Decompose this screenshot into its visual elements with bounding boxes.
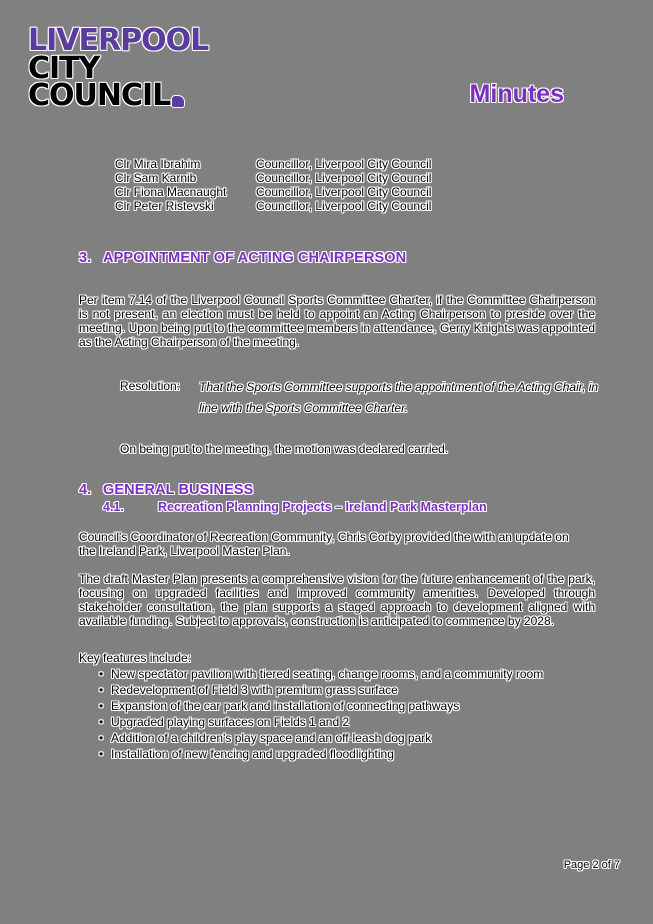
- section-3-heading: [79, 250, 406, 266]
- section-number: 4.: [79, 482, 92, 498]
- motion-outcome: On being put to the meeting, the motion was declared carried.: [120, 442, 449, 456]
- logo-speech-mark-icon: [172, 96, 184, 107]
- features-list: [98, 666, 543, 762]
- attendee-row: [115, 157, 431, 171]
- resolution-block: [120, 379, 599, 419]
- bullet-icon: •: [99, 731, 104, 745]
- list-item: [98, 682, 543, 698]
- page-number: Page 2 of 7: [563, 859, 620, 871]
- logo-line-city: CITY: [28, 51, 100, 86]
- attendee-role: Councillor, Liverpool City Council: [256, 185, 432, 199]
- features-label: Key features include:: [79, 651, 192, 665]
- section-4-heading: [79, 482, 253, 498]
- attendee-name: Clr Mira Ibrahim: [115, 157, 201, 171]
- feature-text: New spectator pavilion with tiered seating, change rooms, and a community room: [111, 667, 544, 681]
- section-4-intro: Council's Coordinator of Recreation Community, Chris Corby provided the with an update on the Ireland Park, Liverpool Master Plan.: [79, 530, 569, 558]
- logo-line-liverpool: LIVERPOOL: [28, 23, 209, 58]
- list-item: [98, 730, 543, 746]
- council-logo: [28, 23, 209, 113]
- attendee-name: Clr Sam Karnib: [115, 171, 197, 185]
- list-item: [98, 666, 543, 682]
- logo-line-council: [28, 78, 208, 113]
- resolution-text: That the Sports Committee supports the appointment of the Acting Chair, in line with the Sports Committee Charter.: [199, 380, 599, 415]
- attendee-row: [115, 185, 431, 199]
- bullet-icon: •: [99, 747, 104, 761]
- feature-text: Upgraded playing surfaces on Fields 1 and 2: [111, 715, 350, 729]
- attendee-name: Clr Peter Ristevski: [115, 199, 214, 213]
- list-item: [98, 746, 543, 762]
- logo-council-text: COUNCIL: [28, 78, 171, 113]
- section-4-masterplan-summary: The draft Master Plan presents a comprehensive vision for the future enhancement of the park, focusing on upgraded facilities and improved community amenities. Developed through stakeholder consultation, the plan supports a staged approach to development aligned with available funding. Subject to approvals, construction is anticipated to commence by 2028.: [79, 572, 595, 628]
- feature-text: Installation of new fencing and upgraded floodlighting: [111, 747, 394, 761]
- bullet-icon: •: [99, 683, 104, 697]
- attendee-name: Clr Fiona Macnaught: [115, 185, 227, 199]
- list-item: [98, 698, 543, 714]
- section-3-body: Per item 7.14 of the Liverpool Council Sports Committee Charter, if the Committee Chairperson is not present, an election must be held to appoint an Acting Chairperson to preside over the meeting. Upon being put to the committee members in attendance, Gerry Knights was appointed as the Acting Chairperson of the meeting.: [79, 293, 595, 349]
- attendee-role: Councillor, Liverpool City Council: [256, 157, 432, 171]
- attendee-role: Councillor, Liverpool City Council: [256, 199, 432, 213]
- attendee-role: Councillor, Liverpool City Council: [256, 171, 432, 185]
- attendee-list: [115, 157, 431, 213]
- feature-text: Addition of a children's play space and an off-leash dog park: [111, 731, 432, 745]
- attendee-row: [115, 171, 431, 185]
- attendee-row: [115, 199, 431, 213]
- bullet-icon: •: [99, 715, 104, 729]
- section-title: APPOINTMENT OF ACTING CHAIRPERSON: [103, 250, 407, 266]
- feature-text: Expansion of the car park and installation of connecting pathways: [111, 699, 460, 713]
- section-number: 3.: [79, 250, 92, 266]
- section-title: GENERAL BUSINESS: [103, 482, 254, 498]
- subsection-title: Recreation Planning Projects – Ireland Park Masterplan: [158, 500, 487, 514]
- list-item: [98, 714, 543, 730]
- bullet-icon: •: [99, 667, 104, 681]
- subsection-4-1-heading: [103, 500, 487, 514]
- bullet-icon: •: [99, 699, 104, 713]
- feature-text: Redevelopment of Field 3 with premium grass surface: [111, 683, 398, 697]
- document-title: Minutes: [469, 80, 564, 108]
- subsection-number: 4.1.: [103, 500, 124, 514]
- resolution-label: Resolution:: [120, 379, 181, 393]
